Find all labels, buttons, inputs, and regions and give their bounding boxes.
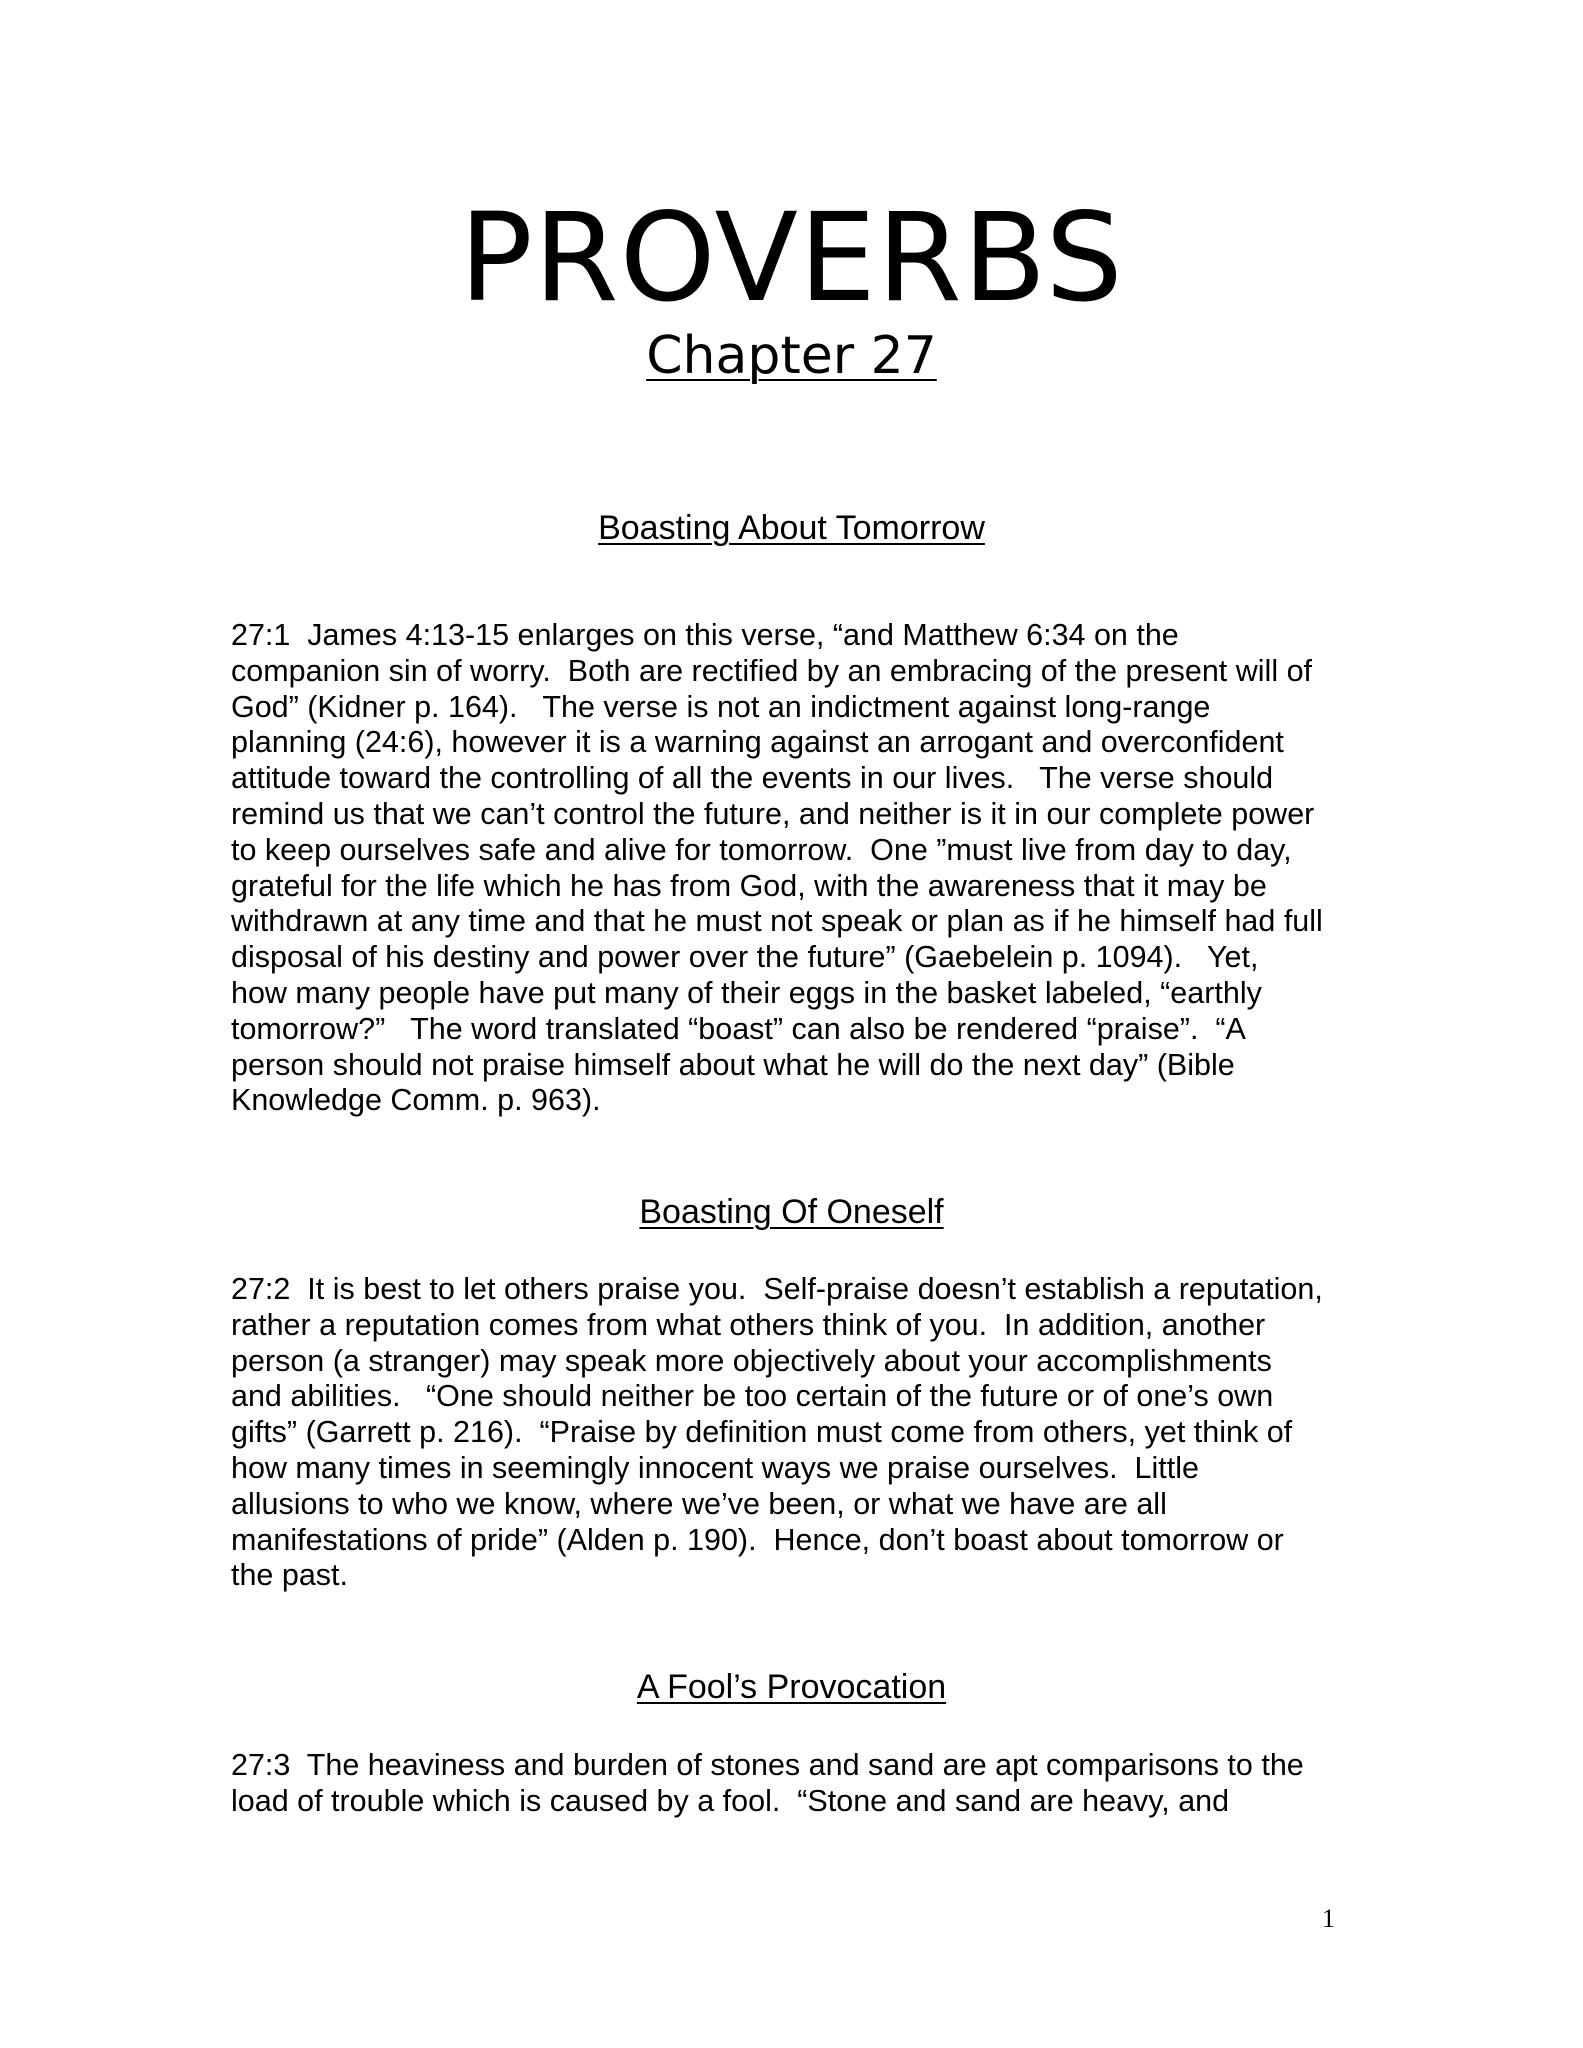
section-heading (0, 508, 1583, 548)
text-line: God” (Kidner p. 164). The verse is not an indictment against long-range (231, 689, 1211, 724)
section-heading-text: Boasting About Tomorrow (598, 509, 985, 547)
text-line: disposal of his destiny and power over the future” (Gaebelein p. 1094). Yet, (231, 940, 1259, 975)
section-heading (0, 1667, 1583, 1707)
text-line: Knowledge Comm. p. 963). (231, 1083, 601, 1118)
text-line: grateful for the life which he has from God, with the awareness that it may be (231, 868, 1267, 903)
text-line: and abilities. “One should neither be too certain of the future or of one’s own (231, 1379, 1274, 1414)
text-line: the past. (231, 1558, 348, 1593)
text-line: tomorrow?” The word translated “boast” can also be rendered “praise”. “A (231, 1011, 1246, 1046)
page-number: 1 (1322, 1904, 1335, 1933)
text-line: 27:1 James 4:13-15 enlarges on this verse, “and Matthew 6:34 on the (231, 618, 1179, 652)
chapter-subtitle (0, 326, 1583, 386)
section-paragraph (231, 1748, 1351, 1820)
text-line: how many people have put many of their eggs in the basket labeled, “earthly (231, 975, 1262, 1010)
text-line: planning (24:6), however it is a warning against an arrogant and overconfident (231, 725, 1284, 760)
text-line: 27:2 It is best to let others praise you. Self-praise doesn’t establish a reputation, (231, 1272, 1323, 1306)
text-line: person (a stranger) may speak more objectively about your accomplishments (231, 1343, 1272, 1378)
text-line: to keep ourselves safe and alive for tomorrow. One ”must live from day to day, (231, 832, 1292, 867)
text-line: gifts” (Garrett p. 216). “Praise by definition must come from others, yet think of (231, 1415, 1293, 1450)
text-line: allusions to who we know, where we’ve been, or what we have are all (231, 1486, 1167, 1521)
text-line: load of trouble which is caused by a fool. “Stone and sand are heavy, and (231, 1783, 1230, 1818)
document-title: PROVERBS (459, 187, 1124, 329)
text-line: rather a reputation comes from what others think of you. In addition, another (231, 1307, 1266, 1342)
section-heading (0, 1192, 1583, 1232)
text-line: companion sin of worry. Both are rectified by an embracing of the present will of (231, 653, 1313, 688)
chapter-label: Chapter 27 (646, 326, 937, 386)
section-paragraph (231, 618, 1351, 1119)
section-heading-text: Boasting Of Oneself (639, 1193, 944, 1231)
text-line: 27:3 The heaviness and burden of stones and sand are apt comparisons to the (231, 1748, 1304, 1782)
text-line: manifestations of pride” (Alden p. 190). Hence, don’t boast about tomorrow or (231, 1522, 1284, 1557)
text-line: person should not praise himself about what he will do the next day” (Bible (231, 1047, 1235, 1082)
section-heading-text: A Fool’s Provocation (636, 1668, 947, 1706)
text-line: withdrawn at any time and that he must not speak or plan as if he himself had full (231, 904, 1323, 939)
text-line: attitude toward the controlling of all the events in our lives. The verse should (231, 761, 1274, 796)
text-line: remind us that we can’t control the future, and neither is it in our complete power (231, 796, 1315, 831)
section-paragraph (231, 1272, 1351, 1594)
text-line: how many times in seemingly innocent ways we praise ourselves. Little (231, 1450, 1199, 1485)
